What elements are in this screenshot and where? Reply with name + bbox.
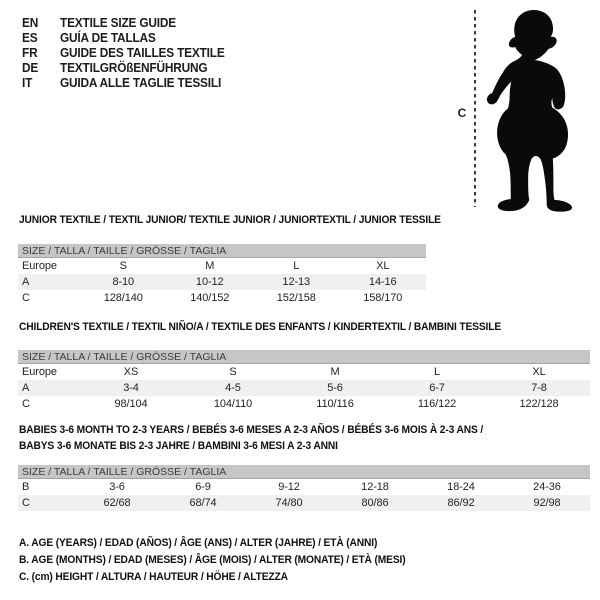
size-header-bar: SIZE / TALLA / TAILLE / GRÖSSE / TAGLIA: [18, 465, 590, 479]
children-table-heading: CHILDREN'S TEXTILE / TEXTIL NIÑO/A / TEXTILE DES ENFANTS / KINDERTEXTIL / BAMBINI TESSILE: [19, 321, 502, 333]
table-cell: XL: [376, 260, 390, 272]
table-cell: 12-13: [282, 276, 311, 288]
table-cell: M: [330, 366, 340, 378]
table-cell: XS: [123, 366, 139, 378]
language-code: IT: [22, 76, 33, 90]
title-language-list: [22, 16, 235, 91]
table-cell: 158/170: [363, 292, 403, 304]
title-row-de: [22, 61, 225, 76]
table-cell: 68/74: [189, 497, 217, 509]
babies-size-table: [18, 465, 590, 511]
table-cell: 104/110: [213, 398, 253, 410]
table-cell: 3-4: [123, 382, 139, 394]
size-header-bar: SIZE / TALLA / TAILLE / GRÖSSE / TAGLIA: [18, 350, 590, 364]
table-cell: 6-7: [429, 382, 445, 394]
row-label: C: [22, 497, 30, 509]
table-row-europe: [18, 258, 426, 274]
junior-table-heading: JUNIOR TEXTILE / TEXTIL JUNIOR/ TEXTILE JUNIOR / JUNIORTEXTIL / JUNIOR TESSILE: [19, 214, 441, 226]
table-cell: 3-6: [109, 481, 125, 493]
note-height-cm: C. (cm) HEIGHT / ALTURA / HAUTEUR / HÖHE / ALTEZZA: [19, 571, 288, 583]
table-cell: 116/122: [417, 398, 457, 410]
table-cell: 92/98: [533, 497, 561, 509]
table-cell: 18-24: [447, 481, 475, 493]
table-cell: 8-10: [112, 276, 135, 288]
table-row-age: [18, 380, 590, 396]
row-label: C: [22, 292, 30, 304]
junior-size-table: [18, 244, 426, 306]
baby-silhouette-icon: [481, 8, 591, 213]
table-cell: 62/68: [103, 497, 131, 509]
table-cell: 24-36: [533, 481, 561, 493]
babies-table-heading-line1: BABIES 3-6 MONTH TO 2-3 YEARS / BEBÉS 3-6 MESES A 2-3 AÑOS / BÉBÉS 3-6 MOIS À 2-3 ANS /: [19, 424, 484, 436]
table-cell: 9-12: [278, 481, 300, 493]
title-row-it: [22, 76, 225, 91]
guide-title: GUIDA ALLE TAGLIE TESSILI: [60, 76, 222, 90]
height-measure-label: C: [457, 106, 467, 120]
guide-title: TEXTILGRÖßENFÜHRUNG: [60, 61, 208, 75]
table-row-height: [18, 290, 426, 306]
language-code: DE: [22, 61, 39, 75]
table-cell: 5-6: [327, 382, 343, 394]
table-cell: 110/116: [316, 398, 354, 410]
children-size-table: [18, 350, 590, 412]
table-row-height: [18, 396, 590, 412]
table-cell: 7-8: [531, 382, 547, 394]
table-cell: 98/104: [114, 398, 148, 410]
row-label: C: [22, 398, 30, 410]
table-cell: 152/158: [276, 292, 316, 304]
language-code: FR: [22, 46, 38, 60]
guide-title: TEXTILE SIZE GUIDE: [60, 16, 177, 30]
note-age-months: B. AGE (MONTHS) / EDAD (MESES) / ÂGE (MOIS) / ALTER (MONATE) / ETÀ (MESI): [19, 554, 406, 566]
table-row-europe: [18, 364, 590, 380]
table-cell: 122/128: [519, 398, 559, 410]
table-row-age: [18, 274, 426, 290]
table-cell: 6-9: [195, 481, 211, 493]
language-code: ES: [22, 31, 38, 45]
title-row-en: [22, 16, 225, 31]
table-cell: L: [433, 366, 441, 378]
height-measure-dashed-line: [474, 10, 476, 207]
table-cell: L: [293, 260, 300, 272]
table-cell: S: [119, 260, 127, 272]
table-cell: 128/140: [103, 292, 143, 304]
size-header-bar: SIZE / TALLA / TAILLE / GRÖSSE / TAGLIA: [18, 244, 426, 258]
table-cell: 10-12: [195, 276, 224, 288]
table-cell: 4-5: [225, 382, 241, 394]
table-cell: S: [229, 366, 237, 378]
table-row-height: [18, 495, 590, 511]
table-cell: M: [205, 260, 215, 272]
table-cell: 80/86: [361, 497, 389, 509]
table-row-months: [18, 479, 590, 495]
note-age-years: A. AGE (YEARS) / EDAD (AÑOS) / ÂGE (ANS) / ALTER (JAHRE) / ETÀ (ANNI): [19, 537, 378, 549]
language-code: EN: [22, 16, 39, 30]
table-cell: 74/80: [275, 497, 303, 509]
row-label: A: [22, 276, 30, 288]
guide-title: GUIDE DES TAILLES TEXTILE: [60, 46, 225, 60]
row-label: A: [22, 382, 30, 394]
table-cell: 86/92: [447, 497, 475, 509]
row-label: Europe: [22, 366, 57, 378]
table-cell: 12-18: [361, 481, 389, 493]
table-cell: 14-16: [368, 276, 397, 288]
table-cell: XL: [532, 366, 546, 378]
row-label: Europe: [22, 260, 57, 272]
title-row-fr: [22, 46, 225, 61]
table-cell: 140/152: [190, 292, 230, 304]
title-row-es: [22, 31, 225, 46]
row-label: B: [22, 481, 30, 493]
babies-table-heading-line2: BABYS 3-6 MONATE BIS 2-3 JAHRE / BAMBINI 3-6 MESI A 2-3 ANNI: [19, 440, 338, 452]
guide-title: GUÍA DE TALLAS: [60, 31, 156, 45]
